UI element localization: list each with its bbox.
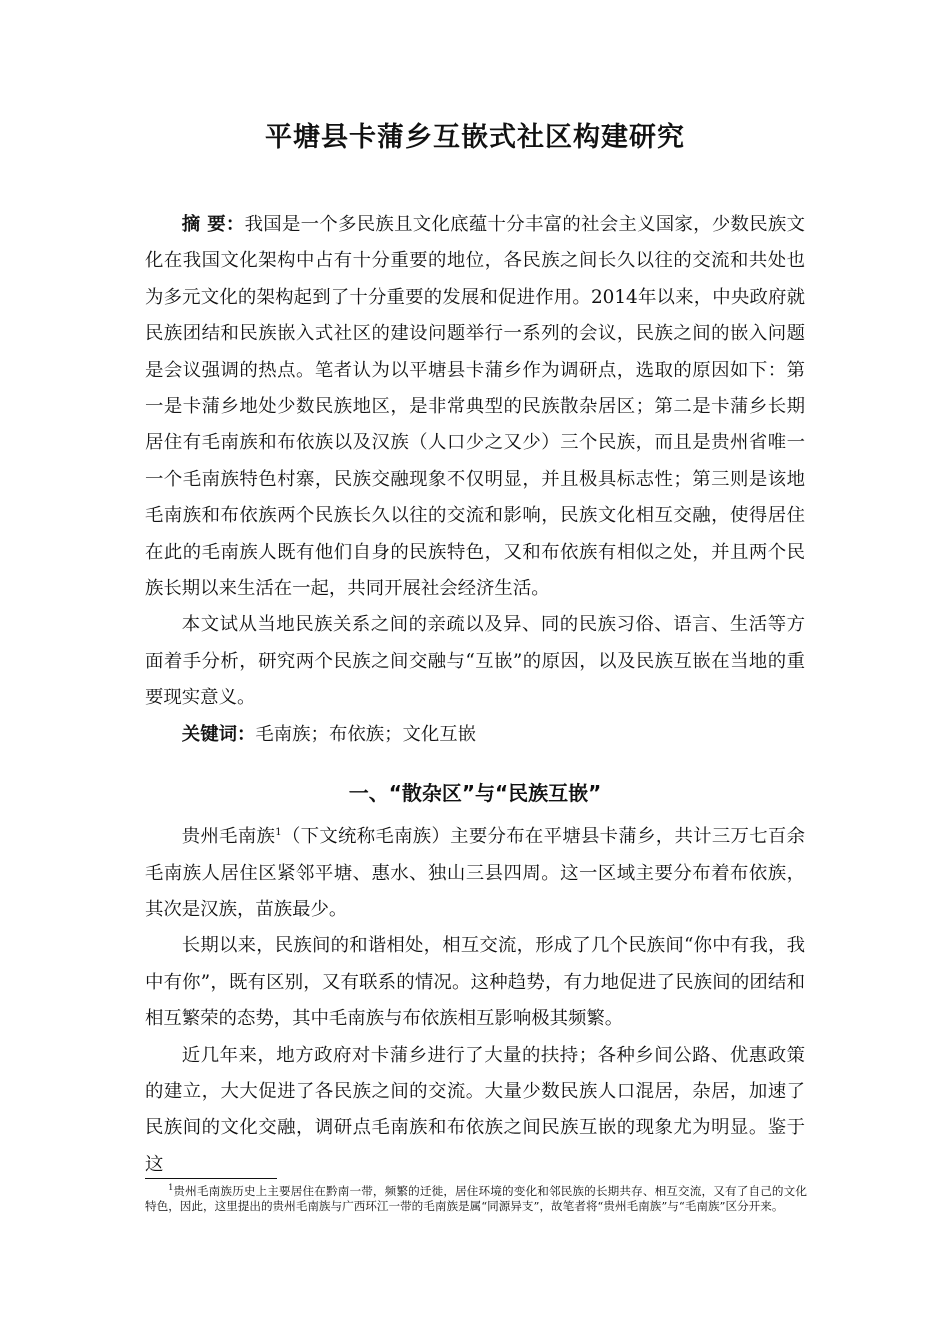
footnote-text: 贵州毛南族历史上主要居住在黔南一带，频繁的迁徙，居住环境的变化和邻民族的长期共存、相互交流，又有了自己的文化特色，因此，这里提出的贵州毛南族与广西环江一带的毛南族是属“同源异支”，故笔者将“贵州毛南族”与“毛南族”区分开来。 [145,1184,807,1213]
abstract-paragraph-2: 本文试从当地民族关系之间的亲疏以及异、同的民族习俗、语言、生活等方面着手分析，研究两个民族之间交融与“互嵌”的原因，以及民族互嵌在当地的重要现实意义。 [145,614,805,709]
keywords-label: 关键词： [181,723,256,745]
keywords-text: 毛南族；布依族；文化互嵌 [255,723,477,745]
footnote-divider [145,1178,277,1179]
paragraph-text: （下文统称毛南族）主要分布在平塘县卡蒲乡，共计三万七百余毛南族人居住区紧邻平塘、惠水、独山三县四周。这一区域主要分布着布依族，其次是汉族，苗族最少。 [145,826,805,920]
section-paragraph-3: 近几年来，地方政府对卡蒲乡进行了大量的扶持；各种乡间公路、优惠政策的建立，大大促进了各民族之间的交流。大量少数民族人口混居，杂居，加速了民族间的文化交融，调研点毛南族和布依族之间民族互嵌的现象尤为明显。鉴于这 [145,1044,805,1175]
keywords-paragraph [145,717,805,753]
section-heading: 一、“散杂区”与“民族互嵌” [348,781,602,806]
footnote [145,1184,807,1214]
abstract-paragraph [145,207,805,607]
abstract-text: 我国是一个多民族且文化底蕴十分丰富的社会主义国家，少数民族文化在我国文化架构中占有十分重要的地位，各民族之间长久以往的交流和共处也为多元文化的架构起到了十分重要的发展和促进作用。2014年以来，中央政府就民族团结和民族嵌入式社区的建设问题举行一系列的会议，民族之间的嵌入问题是会议强调的热点。笔者认为以平塘县卡蒲乡作为调研点，选取的原因如下：第一是卡蒲乡地处少数民族地区，是非常典型的民族散杂居区；第二是卡蒲乡长期居住有毛南族和布依族以及汉族（人口少之又少）三个民族，而且是贵州省唯一一个毛南族特色村寨，民族交融现象不仅明显，并且极具标志性；第三则是该地毛南族和布依族两个民族长久以往的交流和影响，民族文化相互交融，使得居住在此的毛南族人既有他们自身的民族特色，又和布依族有相似之处，并且两个民族长期以来生活在一起，共同开展社会经济生活。 [145,214,805,600]
paper-body [145,207,805,1183]
section-paragraph-1 [145,819,805,928]
section-paragraph-2: 长期以来，民族间的和谐相处，相互交流，形成了几个民族间“你中有我，我中有你”，既有区别，又有联系的情况。这种趋势，有力地促进了民族间的团结和相互繁荣的态势，其中毛南族与布依族相互影响极其频繁。 [145,935,805,1030]
paper-title: 平塘县卡蒲乡互嵌式社区构建研究 [265,122,685,153]
footnote-reference[interactable]: 1 [275,826,282,838]
footnote-mark: 1 [168,1183,174,1193]
paragraph-text: 贵州毛南族 [181,826,276,848]
abstract-label: 摘 要： [181,214,245,235]
